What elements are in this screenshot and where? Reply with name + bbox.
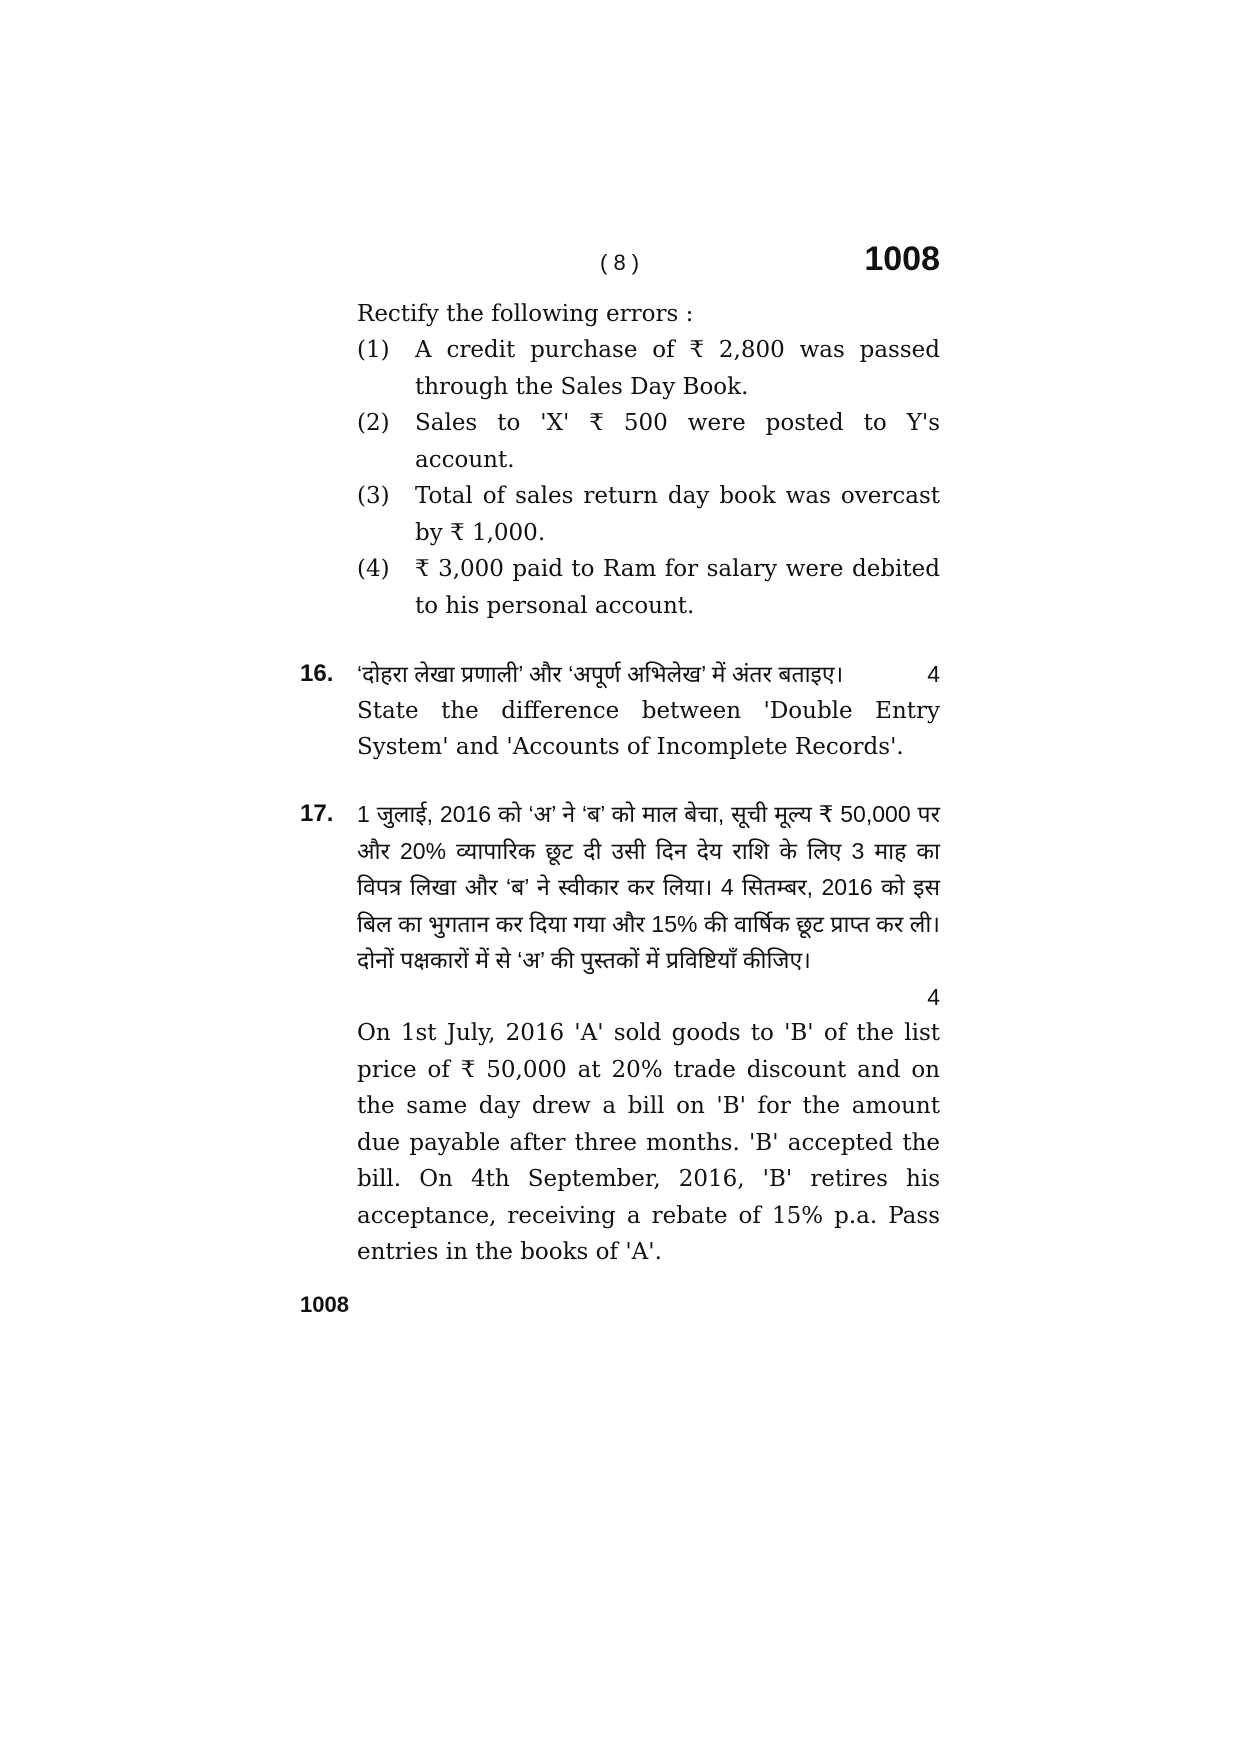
error-text: ₹ 3,000 paid to Ram for salary were debited to his personal account. [415, 556, 940, 619]
error-number: (3) [357, 483, 390, 509]
question-english: On 1st July, 2016 'A' sold goods to 'B' of the list price of ₹ 50,000 at 20% trade discount and on the same day drew a bill on 'B' for the amount due payable after three months. 'B' accepted the bill. On 4th September, 2016, 'B' retires his acceptance, receiving a rebate of 15% p.a. Pass entries in the books of 'A'. [357, 1020, 940, 1265]
error-item [357, 478, 940, 551]
marks: 4 [927, 983, 940, 1010]
error-text: Total of sales return day book was overcast by ₹ 1,000. [415, 483, 940, 546]
question-english: State the difference between 'Double Entry System' and 'Accounts of Incomplete Records'. [357, 697, 940, 760]
error-number: (2) [357, 410, 390, 436]
rectify-intro: Rectify the following errors : [357, 301, 694, 327]
error-text: Sales to 'X' ₹ 500 were posted to Y's account. [415, 410, 940, 473]
error-number: (1) [357, 337, 390, 363]
paper-code-header: 1008 [864, 240, 940, 278]
error-number: (4) [357, 556, 390, 582]
paper-code-footer: 1008 [300, 1292, 349, 1317]
question-number: 16. [300, 660, 334, 687]
question-hindi [357, 656, 940, 693]
error-item [357, 551, 940, 624]
error-text: A credit purchase of ₹ 2,800 was passed through the Sales Day Book. [415, 337, 940, 400]
question-body [357, 796, 940, 1271]
error-item [357, 332, 940, 405]
marks: 4 [927, 661, 940, 687]
error-item [357, 405, 940, 478]
question-hindi: 1 जुलाई, 2016 को ‘अ’ ने ‘ब’ को माल बेचा, सूची मूल्य ₹ 50,000 पर और 20% व्यापारिक छूट दी उसी दिन देय राशि के लिए 3 माह का विपत्र लिखा और ‘ब’ ने स्वीकार कर लिया। 4 सितम्बर, 2016 को इस बिल का भुगतान कर दिया गया और 15% की वार्षिक छूट प्राप्त कर ली। दोनों पक्षकारों में से ‘अ’ की पुस्तकों में प्रविष्टियाँ कीजिए। [357, 801, 940, 973]
question-number: 17. [300, 800, 334, 827]
question-body [357, 656, 940, 766]
page-number: ( 8 ) [600, 250, 640, 275]
error-list [357, 332, 940, 624]
hindi-text: ‘दोहरा लेखा प्रणाली’ और ‘अपूर्ण अभिलेख’ में अंतर बताइए। [357, 661, 844, 687]
